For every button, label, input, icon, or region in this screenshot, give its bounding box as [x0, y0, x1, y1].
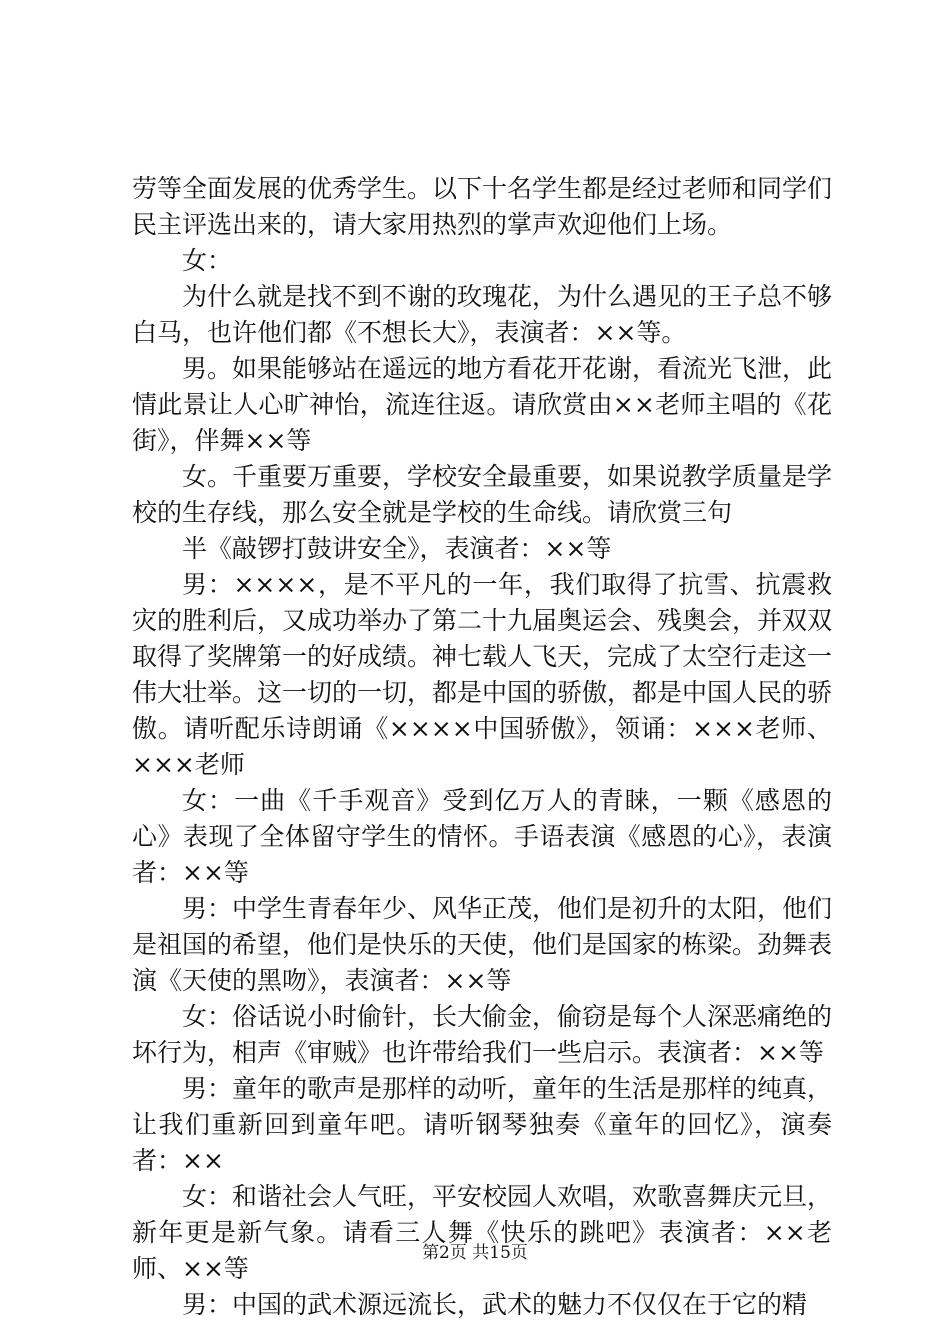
paragraph-safety: 女。千重要万重要，学校安全最重要，如果说教学质量是学校的生存线，那么安全就是学校的生命线。请欣赏三句 [132, 462, 833, 527]
paragraph-female-intro: 女： [182, 246, 233, 275]
paragraph-safety-act: 半《敲锣打鼓讲安全》，表演者：××等 [182, 534, 612, 563]
paragraph-piano: 男：童年的歌声是那样的动听，童年的生活是那样的纯真，让我们重新回到童年吧。请听钢琴独奏《童年的回忆》，演奏者：×× [132, 1074, 833, 1175]
paragraph-rose: 为什么就是找不到不谢的玫瑰花，为什么遇见的王子总不够白马，也许他们都《不想长大》，表演者：××等。 [132, 282, 833, 347]
paragraph-angel-dance: 男：中学生青春年少、风华正茂，他们是初升的太阳，他们是祖国的希望，他们是快乐的天使，他们是国家的栋梁。劲舞表演《天使的黑吻》，表演者：××等 [132, 894, 833, 995]
paragraph-martial-arts: 男：中国的武术源远流长，武术的魅力不仅仅在于它的精 [182, 1290, 808, 1319]
paragraph-grateful-heart: 女：一曲《千手观音》受到亿万人的青睐，一颗《感恩的心》表现了全体留守学生的情怀。手语表演《感恩的心》，表演者：××等 [132, 786, 832, 887]
paragraph-flower-street: 男。如果能够站在遥远的地方看花开花谢，看流光飞泄，此情此景让人心旷神怡，流连往返。请欣赏由××老师主唱的《花街》，伴舞××等 [132, 354, 833, 455]
paragraph-continuation: 劳等全面发展的优秀学生。以下十名学生都是经过老师和同学们民主评选出来的，请大家用热烈的掌声欢迎他们上场。 [132, 174, 833, 239]
page-number-footer: 第2页 共15页 [422, 1243, 528, 1263]
paragraph-trio-dance: 女：和谐社会人气旺，平安校园人欢唱，欢歌喜舞庆元旦，新年更是新气象。请看三人舞《快乐的跳吧》表演者：××老师、××等 [132, 1182, 833, 1283]
paragraph-crosstalk: 女：俗话说小时偷针，长大偷金，偷窃是每个人深恶痛绝的坏行为，相声《审贼》也许带给我们一些启示。表演者：××等 [132, 1002, 833, 1067]
paragraph-china-pride: 男：××××，是不平凡的一年，我们取得了抗雪、抗震救灾的胜利后，又成功举办了第二十九届奥运会、残奥会，并双双取得了奖牌第一的好成绩。神七载人飞天，完成了太空行走这一伟大壮举。这一切的一切，都是中国的骄傲，都是中国人民的骄傲。请听配乐诗朗诵《××××中国骄傲》，领诵：×××老师、×××老师 [132, 570, 833, 779]
document-body [132, 171, 832, 1323]
